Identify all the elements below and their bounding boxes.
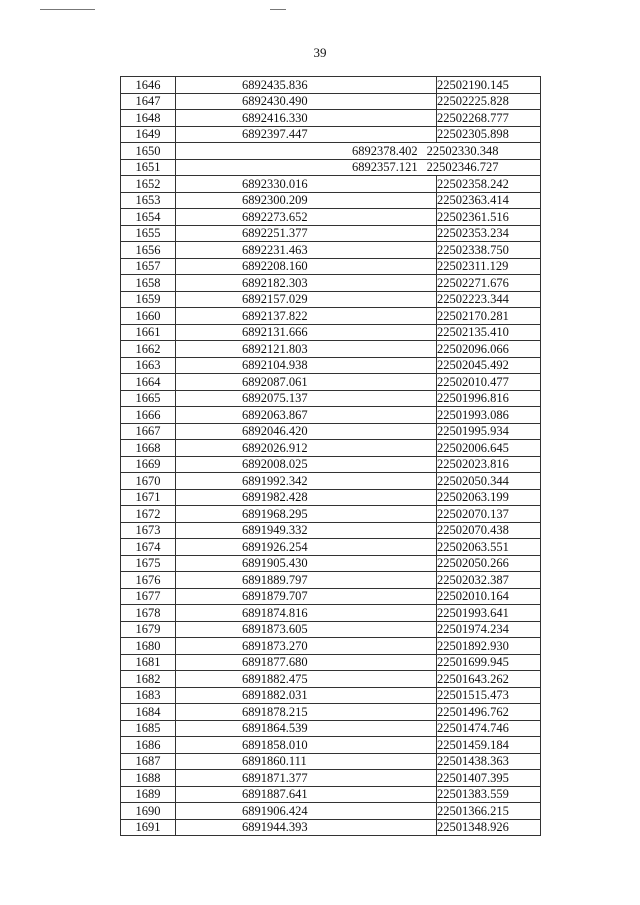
y-coordinate-cell: 22501995.934 [437,423,541,440]
table-row [121,242,541,259]
table-row [121,440,541,457]
point-number-cell: 1649 [121,126,176,143]
point-number-cell: 1665 [121,390,176,407]
x-coordinate-cell: 6892104.938 [176,357,437,374]
merged-coordinate-cell [176,159,541,176]
point-number-cell: 1690 [121,803,176,820]
table-row [121,341,541,358]
y-coordinate-cell: 22502070.438 [437,522,541,539]
x-coordinate-cell: 6891905.430 [176,555,437,572]
x-coordinate-cell: 6891906.424 [176,803,437,820]
y-coordinate: 22502346.727 [426,160,499,175]
table-row [121,357,541,374]
x-coordinate-cell: 6892251.377 [176,225,437,242]
y-coordinate-cell: 22501474.746 [437,720,541,737]
table-row [121,324,541,341]
table-row [121,720,541,737]
table-row [121,770,541,787]
point-number-cell: 1682 [121,671,176,688]
point-number-cell: 1668 [121,440,176,457]
x-coordinate-cell: 6891982.428 [176,489,437,506]
table-row [121,605,541,622]
y-coordinate-cell: 22501438.363 [437,753,541,770]
table-row [121,687,541,704]
x-coordinate-cell: 6891949.332 [176,522,437,539]
table-row [121,159,541,176]
point-number-cell: 1652 [121,176,176,193]
top-edge-line [40,9,95,10]
y-coordinate-cell: 22502045.492 [437,357,541,374]
y-coordinate-cell: 22501348.926 [437,819,541,836]
y-coordinate-cell: 22501515.473 [437,687,541,704]
y-coordinate-cell: 22501643.262 [437,671,541,688]
point-number-cell: 1648 [121,110,176,127]
y-coordinate-cell: 22502358.242 [437,176,541,193]
x-coordinate-cell: 6891968.295 [176,506,437,523]
table-row [121,489,541,506]
y-coordinate-cell: 22502225.828 [437,93,541,110]
point-number-cell: 1681 [121,654,176,671]
x-coordinate-cell: 6892157.029 [176,291,437,308]
x-coordinate-cell: 6891882.475 [176,671,437,688]
point-number-cell: 1688 [121,770,176,787]
table-row [121,423,541,440]
y-coordinate-cell: 22502063.551 [437,539,541,556]
y-coordinate-cell: 22502010.477 [437,374,541,391]
x-coordinate-cell: 6892231.463 [176,242,437,259]
table-row [121,77,541,94]
point-number-cell: 1646 [121,77,176,94]
y-coordinate-cell: 22502305.898 [437,126,541,143]
point-number-cell: 1679 [121,621,176,638]
x-coordinate-cell: 6891889.797 [176,572,437,589]
table-row [121,737,541,754]
y-coordinate-cell: 22502311.129 [437,258,541,275]
point-number-cell: 1675 [121,555,176,572]
y-coordinate-cell: 22502190.145 [437,77,541,94]
table-row [121,638,541,655]
point-number-cell: 1671 [121,489,176,506]
table-row [121,819,541,836]
point-number-cell: 1653 [121,192,176,209]
table-row [121,291,541,308]
point-number-cell: 1691 [121,819,176,836]
y-coordinate-cell: 22502170.281 [437,308,541,325]
x-coordinate-cell: 6892416.330 [176,110,437,127]
x-coordinate-cell: 6892182.303 [176,275,437,292]
point-number-cell: 1678 [121,605,176,622]
table-row [121,522,541,539]
point-number-cell: 1667 [121,423,176,440]
point-number-cell: 1651 [121,159,176,176]
y-coordinate-cell: 22501699.945 [437,654,541,671]
point-number-cell: 1659 [121,291,176,308]
table-row [121,275,541,292]
point-number-cell: 1650 [121,143,176,160]
x-coordinate-cell: 6892075.137 [176,390,437,407]
y-coordinate-cell: 22502023.816 [437,456,541,473]
point-number-cell: 1683 [121,687,176,704]
table-row [121,473,541,490]
x-coordinate-cell: 6891858.010 [176,737,437,754]
x-coordinate-cell: 6892063.867 [176,407,437,424]
x-coordinate-cell: 6892008.025 [176,456,437,473]
point-number-cell: 1673 [121,522,176,539]
x-coordinate-cell: 6891874.816 [176,605,437,622]
table-row [121,225,541,242]
table-row [121,456,541,473]
y-coordinate-cell: 22502268.777 [437,110,541,127]
x-coordinate-cell: 6892131.666 [176,324,437,341]
table-row [121,621,541,638]
x-coordinate-cell: 6891873.270 [176,638,437,655]
point-number-cell: 1685 [121,720,176,737]
y-coordinate-cell: 22502010.164 [437,588,541,605]
table-row [121,407,541,424]
point-number-cell: 1684 [121,704,176,721]
x-coordinate-cell: 6892430.490 [176,93,437,110]
y-coordinate-cell: 22501459.184 [437,737,541,754]
x-coordinate-cell: 6891871.377 [176,770,437,787]
table-row [121,539,541,556]
y-coordinate: 22502330.348 [426,143,499,158]
y-coordinate-cell: 22502032.387 [437,572,541,589]
point-number-cell: 1664 [121,374,176,391]
table-row [121,110,541,127]
point-number-cell: 1677 [121,588,176,605]
table-row [121,390,541,407]
y-coordinate-cell: 22502353.234 [437,225,541,242]
point-number-cell: 1657 [121,258,176,275]
y-coordinate-cell: 22502135.410 [437,324,541,341]
point-number-cell: 1669 [121,456,176,473]
x-coordinate-cell: 6892087.061 [176,374,437,391]
y-coordinate-cell: 22502223.344 [437,291,541,308]
x-coordinate-cell: 6892397.447 [176,126,437,143]
x-coordinate-cell: 6892046.420 [176,423,437,440]
x-coordinate-cell: 6892121.803 [176,341,437,358]
point-number-cell: 1687 [121,753,176,770]
table-row [121,374,541,391]
point-number-cell: 1654 [121,209,176,226]
x-coordinate-cell: 6891877.680 [176,654,437,671]
y-coordinate-cell: 22501993.086 [437,407,541,424]
y-coordinate-cell: 22502063.199 [437,489,541,506]
y-coordinate-cell: 22501383.559 [437,786,541,803]
y-coordinate-cell: 22501496.762 [437,704,541,721]
y-coordinate-cell: 22502338.750 [437,242,541,259]
x-coordinate-cell: 6891878.215 [176,704,437,721]
table-row [121,704,541,721]
page-number: 39 [313,45,327,60]
x-coordinate-cell: 6892026.912 [176,440,437,457]
point-number-cell: 1676 [121,572,176,589]
point-number-cell: 1662 [121,341,176,358]
y-coordinate-cell: 22502363.414 [437,192,541,209]
table-row [121,308,541,325]
table-row [121,671,541,688]
top-edge-line [270,9,286,10]
table-row [121,786,541,803]
x-coordinate-cell: 6892137.822 [176,308,437,325]
x-coordinate-cell: 6891882.031 [176,687,437,704]
table-row [121,93,541,110]
point-number-cell: 1647 [121,93,176,110]
y-coordinate-cell: 22501996.816 [437,390,541,407]
x-coordinate-cell: 6891873.605 [176,621,437,638]
y-coordinate-cell: 22502096.066 [437,341,541,358]
y-coordinate-cell: 22502271.676 [437,275,541,292]
point-number-cell: 1661 [121,324,176,341]
y-coordinate-cell: 22501407.395 [437,770,541,787]
table-row [121,572,541,589]
point-number-cell: 1686 [121,737,176,754]
x-coordinate: 6892378.402 [352,143,418,158]
table-row [121,176,541,193]
y-coordinate-cell: 22501974.234 [437,621,541,638]
x-coordinate-cell: 6892208.160 [176,258,437,275]
table-row [121,753,541,770]
y-coordinate-cell: 22501366.215 [437,803,541,820]
y-coordinate-cell: 22501993.641 [437,605,541,622]
table-row [121,192,541,209]
point-number-cell: 1658 [121,275,176,292]
x-coordinate-cell: 6891860.111 [176,753,437,770]
x-coordinate-cell: 6892300.209 [176,192,437,209]
x-coordinate-cell: 6892330.016 [176,176,437,193]
table-row [121,506,541,523]
y-coordinate-cell: 22502050.266 [437,555,541,572]
x-coordinate-cell: 6891944.393 [176,819,437,836]
table-row [121,654,541,671]
coordinates-table [120,76,541,836]
x-coordinate-cell: 6891864.539 [176,720,437,737]
y-coordinate-cell: 22502361.516 [437,209,541,226]
point-number-cell: 1660 [121,308,176,325]
point-number-cell: 1672 [121,506,176,523]
point-number-cell: 1670 [121,473,176,490]
x-coordinate-cell: 6891926.254 [176,539,437,556]
table-row [121,209,541,226]
point-number-cell: 1663 [121,357,176,374]
table-row [121,588,541,605]
y-coordinate-cell: 22501892.930 [437,638,541,655]
x-coordinate-cell: 6891992.342 [176,473,437,490]
y-coordinate-cell: 22502050.344 [437,473,541,490]
table-row [121,258,541,275]
point-number-cell: 1674 [121,539,176,556]
table-row [121,555,541,572]
point-number-cell: 1680 [121,638,176,655]
x-coordinate-cell: 6891887.641 [176,786,437,803]
y-coordinate-cell: 22502006.645 [437,440,541,457]
x-coordinate-cell: 6891879.707 [176,588,437,605]
point-number-cell: 1689 [121,786,176,803]
merged-coordinate-cell [176,143,541,160]
table-row [121,803,541,820]
point-number-cell: 1655 [121,225,176,242]
y-coordinate-cell: 22502070.137 [437,506,541,523]
x-coordinate-cell: 6892273.652 [176,209,437,226]
point-number-cell: 1666 [121,407,176,424]
x-coordinate-cell: 6892435.836 [176,77,437,94]
table-row [121,126,541,143]
table-row [121,143,541,160]
point-number-cell: 1656 [121,242,176,259]
x-coordinate: 6892357.121 [352,160,418,175]
